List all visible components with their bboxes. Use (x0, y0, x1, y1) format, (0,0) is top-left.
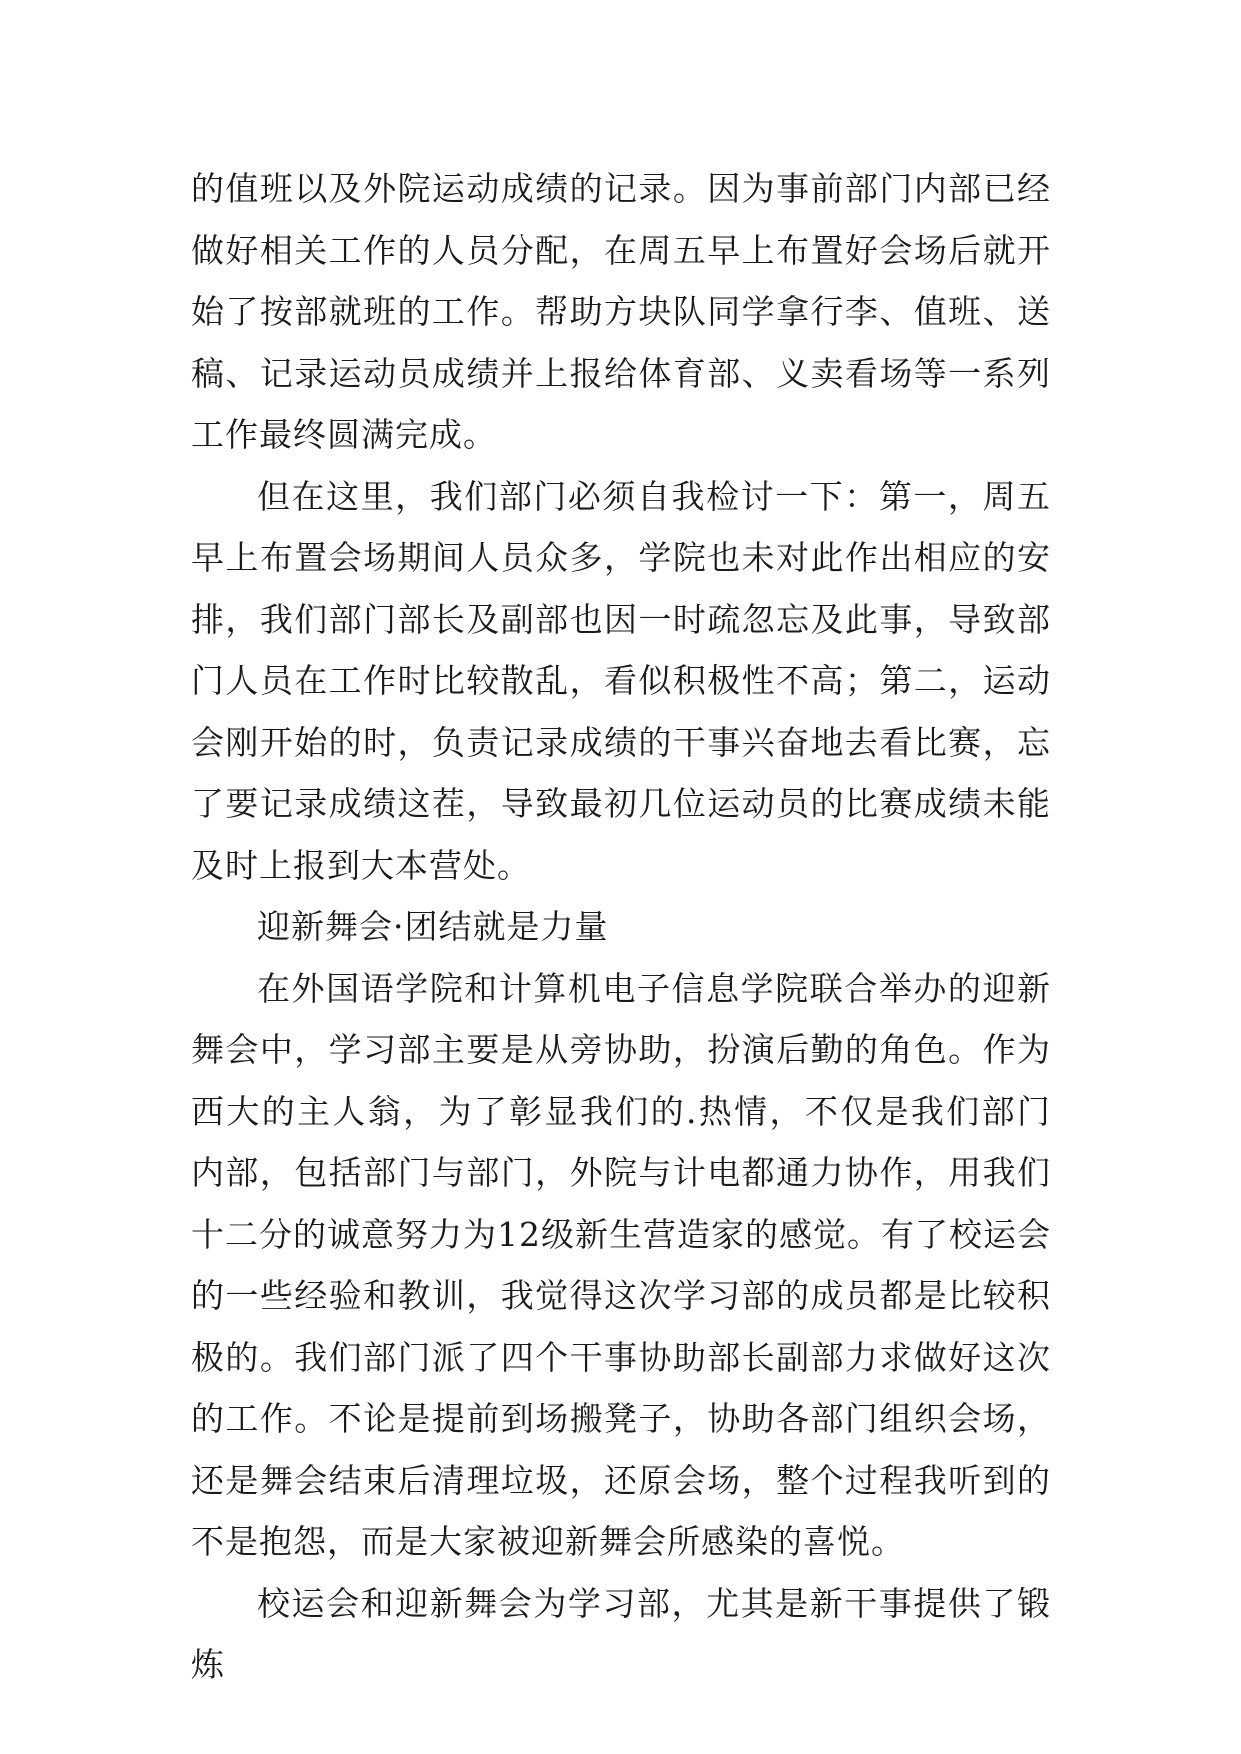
paragraph-2: 但在这里，我们部门必须自我检讨一下：第一，周五早上布置会场期间人员众多，学院也未对此作出相应的安排，我们部门部长及副部也因一时疏忽忘及此事，导致部门人员在工作时比较散乱，看似积极性不高；第二，运动会刚开始的时，负责记录成绩的干事兴奋地去看比赛，忘了要记录成绩这茬，导致最初几位运动员的比赛成绩未能及时上报到大本营处。 (191, 476, 1051, 885)
paragraph-1: 的值班以及外院运动成绩的记录。因为事前部门内部已经做好相关工作的人员分配，在周五早上布置好会场后就开始了按部就班的工作。帮助方块队同学拿行李、值班、送稿、记录运动员成绩并上报给体育部、义卖看场等一系列工作最终圆满完成。 (191, 169, 1051, 454)
paragraph-3: 在外国语学院和计算机电子信息学院联合举办的迎新舞会中，学习部主要是从旁协助，扮演后勤的角色。作为西大的主人翁，为了彰显我们的.热情，不仅是我们部门内部，包括部门与部门，外院与计电都通力协作，用我们十二分的诚意努力为12级新生营造家的感觉。有了校运会的一些经验和教训，我觉得这次学习部的成员都是比较积极的。我们部门派了四个干事协助部长副部力求做好这次的工作。不论是提前到场搬凳子，协助各部门组织会场，还是舞会结束后清理垃圾，还原会场，整个过程我听到的不是抱怨，而是大家被迎新舞会所感染的喜悦。 (191, 968, 1051, 1561)
section-heading: 迎新舞会·团结就是力量 (257, 907, 609, 946)
document-body (191, 158, 1051, 1696)
paragraph-4: 校运会和迎新舞会为学习部，尤其是新干事提供了锻炼 (191, 1583, 1051, 1684)
